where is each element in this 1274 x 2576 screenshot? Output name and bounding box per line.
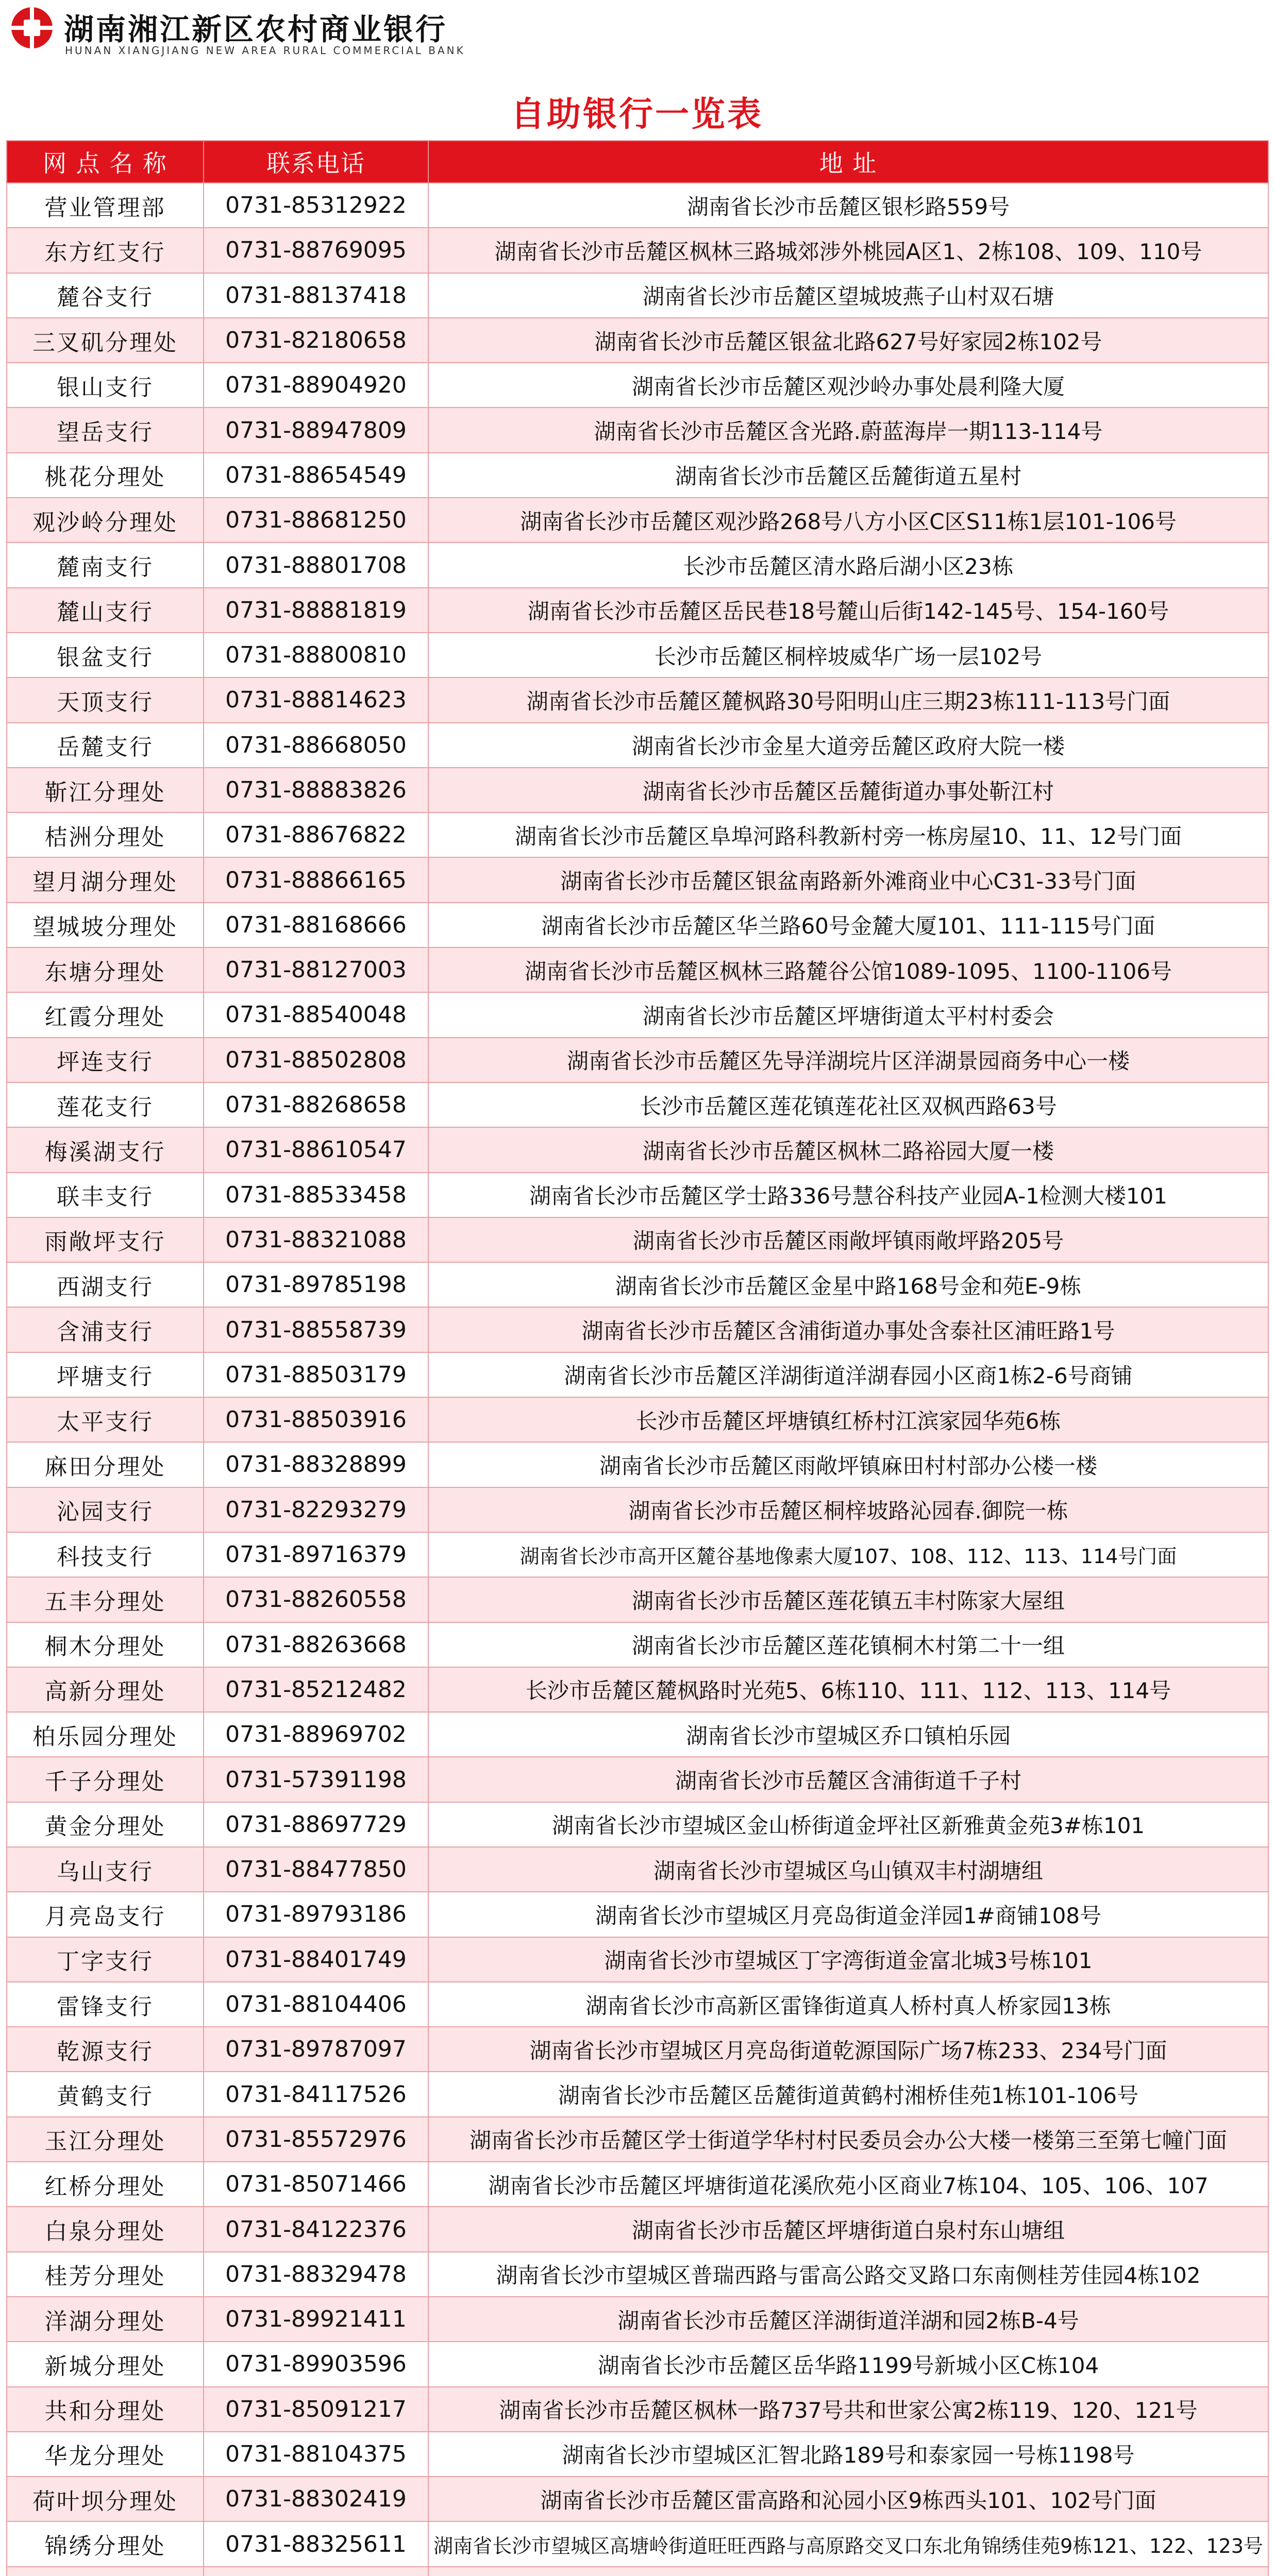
address-cell: 湖南省长沙市岳麓区先导洋湖垸片区洋湖景园商务中心一楼 — [428, 1038, 1268, 1082]
table-row — [7, 2117, 1268, 2162]
header — [0, 0, 1274, 82]
address-cell: 湖南省长沙市岳麓区岳华路1199号新城小区C栋104 — [428, 2342, 1268, 2386]
branch-name-cell: 麓谷支行 — [7, 273, 204, 318]
table-row — [7, 768, 1268, 812]
branch-name-cell: 共和分理处 — [7, 2387, 204, 2432]
address-cell: 湖南省长沙市岳麓区岳麓街道黄鹤村湘桥佳苑1栋101-106号 — [428, 2072, 1268, 2116]
address-cell: 湖南省长沙市岳麓区望城坡燕子山村双石塘 — [428, 273, 1268, 318]
phone-cell: 0731-88881819 — [204, 588, 428, 633]
branch-name-cell: 岳麓支行 — [7, 723, 204, 768]
phone-cell: 0731-88104375 — [204, 2432, 428, 2477]
atm-branch-table — [6, 140, 1269, 2576]
phone-cell: 0731-88137418 — [204, 273, 428, 318]
table-row — [7, 543, 1268, 587]
table-row — [7, 1127, 1268, 1172]
address-cell: 湖南省长沙市岳麓区岳民巷18号麓山后街142-145号、154-160号 — [428, 588, 1268, 633]
table-row — [7, 1082, 1268, 1127]
phone-cell: 0731-88329478 — [204, 2252, 428, 2297]
address-cell: 湖南省长沙市岳麓区观沙岭办事处晨利隆大厦 — [428, 363, 1268, 408]
branch-name-cell: 黄鹤支行 — [7, 2072, 204, 2116]
table-row — [7, 2387, 1268, 2432]
table-row — [7, 1532, 1268, 1577]
phone-cell: 0731-88814623 — [204, 677, 428, 722]
branch-name-cell: 银盆支行 — [7, 633, 204, 677]
phone-cell: 0731-88904920 — [204, 363, 428, 408]
phone-cell: 0731-88268658 — [204, 1082, 428, 1127]
branch-name-cell: 科技支行 — [7, 1532, 204, 1577]
phone-cell: 0731-84117526 — [204, 2072, 428, 2116]
branch-name-cell: 营业管理部 — [7, 183, 204, 228]
branch-name-cell: 黄金分理处 — [7, 1802, 204, 1847]
address-cell: 湖南省长沙市岳麓区岳麓街道五星村 — [428, 453, 1268, 498]
address-cell: 湖南省长沙市高开区麓谷基地像素大厦107、108、112、113、114号门面 — [428, 1532, 1268, 1577]
phone-cell: 0731-88654549 — [204, 453, 428, 498]
branch-name-cell: 五丰分理处 — [7, 1577, 204, 1622]
branch-name-cell: 联丰支行 — [7, 1173, 204, 1217]
table-row — [7, 2207, 1268, 2251]
phone-cell: 0731-88769095 — [204, 228, 428, 273]
branch-name-cell: 雷锋支行 — [7, 1982, 204, 2027]
table-row — [7, 1802, 1268, 1847]
address-cell: 湖南省长沙市岳麓区银盆南路新外滩商业中心C31-33号门面 — [428, 857, 1268, 902]
branch-name-cell — [7, 2567, 204, 2576]
table-row — [7, 1982, 1268, 2027]
column-header-phone: 联系电话 — [204, 141, 428, 183]
phone-cell: 0731-88676822 — [204, 812, 428, 857]
address-cell: 湖南省长沙市岳麓区雨敞坪镇雨敞坪路205号 — [428, 1217, 1268, 1262]
branch-name-cell: 千子分理处 — [7, 1757, 204, 1802]
phone-cell: 0731-88321088 — [204, 1217, 428, 1262]
phone-cell: 0731-88533458 — [204, 1173, 428, 1217]
bank-name-english: HUNAN XIANGJIANG NEW AREA RURAL COMMERCIAL BANK — [65, 44, 465, 57]
table-row — [7, 1397, 1268, 1442]
table-row — [7, 1442, 1268, 1487]
branch-name-cell: 银山支行 — [7, 363, 204, 408]
branch-name-cell: 麻田分理处 — [7, 1442, 204, 1487]
column-header-address: 地 址 — [428, 141, 1268, 183]
branch-name-cell: 含浦支行 — [7, 1307, 204, 1352]
table-row — [7, 228, 1268, 273]
branch-name-cell: 桐木分理处 — [7, 1622, 204, 1667]
phone-cell: 0731-88260558 — [204, 1577, 428, 1622]
table-row — [7, 1712, 1268, 1757]
address-cell: 湖南省长沙市岳麓区枫林一路737号共和世家公寓2栋119、120、121号 — [428, 2387, 1268, 2432]
phone-cell: 0731-57391198 — [204, 1757, 428, 1802]
branch-name-cell: 红桥分理处 — [7, 2162, 204, 2207]
table-row — [7, 498, 1268, 543]
phone-cell: 0731-89785198 — [204, 1262, 428, 1307]
phone-cell: 0731-88328899 — [204, 1442, 428, 1487]
address-cell: 湖南省长沙市岳麓区含浦街道办事处含泰社区浦旺路1号 — [428, 1307, 1268, 1352]
address-cell: 湖南省长沙市岳麓区阜埠河路科教新村旁一栋房屋10、11、12号门面 — [428, 812, 1268, 857]
branch-name-cell: 太平支行 — [7, 1397, 204, 1442]
phone-cell: 0731-82180658 — [204, 318, 428, 363]
table-row — [7, 2477, 1268, 2521]
table-row — [7, 1667, 1268, 1712]
branch-name-cell: 丁字支行 — [7, 1937, 204, 1982]
branch-name-cell: 月亮岛支行 — [7, 1892, 204, 1937]
address-cell: 湖南省长沙市岳麓区学士街道学华村村民委员会办公大楼一楼第三至第七幢门面 — [428, 2117, 1268, 2162]
page-title: 自助银行一览表 — [511, 94, 763, 134]
address-cell: 湖南省长沙市望城区高塘岭街道旺旺西路与高原路交叉口东北角锦绣佳苑9栋121、122、123号 — [428, 2521, 1268, 2566]
table-row — [7, 723, 1268, 768]
branch-name-cell: 高新分理处 — [7, 1667, 204, 1712]
branch-name-cell: 桂芳分理处 — [7, 2252, 204, 2297]
table-row — [7, 992, 1268, 1037]
branch-name-cell: 观沙岭分理处 — [7, 498, 204, 543]
address-cell: 长沙市岳麓区坪塘镇红桥村江滨家园华苑6栋 — [428, 1397, 1268, 1442]
table-row — [7, 1937, 1268, 1982]
table-row — [7, 633, 1268, 677]
phone-cell: 0731-88127003 — [204, 947, 428, 992]
phone-cell: 0731-85312922 — [204, 183, 428, 228]
address-cell: 湖南省长沙市望城区普瑞西路与雷高公路交叉路口东南侧桂芳佳园4栋102 — [428, 2252, 1268, 2297]
branch-name-cell: 莲花支行 — [7, 1082, 204, 1127]
table-row — [7, 1847, 1268, 1892]
branch-name-cell: 梅溪湖支行 — [7, 1127, 204, 1172]
phone-cell: 0731-88610547 — [204, 1127, 428, 1172]
branch-name-cell: 坪塘支行 — [7, 1352, 204, 1397]
table-row — [7, 588, 1268, 633]
phone-cell: 0731-88800810 — [204, 633, 428, 677]
phone-cell: 0731-88325611 — [204, 2521, 428, 2566]
table-row — [7, 2297, 1268, 2342]
branch-name-cell: 坪连支行 — [7, 1038, 204, 1082]
phone-cell: 0731-89793186 — [204, 1892, 428, 1937]
address-cell: 长沙市岳麓区桐梓坡威华广场一层102号 — [428, 633, 1268, 677]
table-row — [7, 2072, 1268, 2116]
address-cell: 湖南省长沙市望城区乌山镇双丰村湖塘组 — [428, 1847, 1268, 1892]
table-row — [7, 318, 1268, 363]
table-row — [7, 1173, 1268, 1217]
branch-name-cell: 天顶支行 — [7, 677, 204, 722]
address-cell: 湖南省长沙市岳麓区枫林三路麓谷公馆1089-1095、1100-1106号 — [428, 947, 1268, 992]
phone-cell: 0731-88866165 — [204, 857, 428, 902]
branch-name-cell: 新城分理处 — [7, 2342, 204, 2386]
table-row — [7, 1577, 1268, 1622]
phone-cell: 0731-89787097 — [204, 2027, 428, 2072]
branch-name-cell: 靳江分理处 — [7, 768, 204, 812]
branch-name-cell: 洋湖分理处 — [7, 2297, 204, 2342]
table-row — [7, 453, 1268, 498]
address-cell — [428, 2567, 1268, 2576]
phone-cell: 0731-88558739 — [204, 1307, 428, 1352]
phone-cell: 0731-89716379 — [204, 1532, 428, 1577]
address-cell: 湖南省长沙市岳麓区金星中路168号金和苑E-9栋 — [428, 1262, 1268, 1307]
branch-name-cell: 东塘分理处 — [7, 947, 204, 992]
table-row — [7, 1757, 1268, 1802]
address-cell: 湖南省长沙市金星大道旁岳麓区政府大院一楼 — [428, 723, 1268, 768]
table-row — [7, 1307, 1268, 1352]
table-row — [7, 408, 1268, 452]
address-cell: 湖南省长沙市岳麓区莲花镇五丰村陈家大屋组 — [428, 1577, 1268, 1622]
address-cell: 湖南省长沙市高新区雷锋街道真人桥村真人桥家园13栋 — [428, 1982, 1268, 2027]
branch-name-cell: 望月湖分理处 — [7, 857, 204, 902]
address-cell: 湖南省长沙市望城区汇智北路189号和泰家园一号栋1198号 — [428, 2432, 1268, 2477]
table-row — [7, 273, 1268, 318]
table-row — [7, 947, 1268, 992]
phone-cell: 0731-84122376 — [204, 2207, 428, 2251]
branch-name-cell: 麓山支行 — [7, 588, 204, 633]
phone-cell — [204, 2567, 428, 2576]
table-row — [7, 1217, 1268, 1262]
address-cell: 湖南省长沙市岳麓区枫林三路城郊涉外桃园A区1、2栋108、109、110号 — [428, 228, 1268, 273]
phone-cell: 0731-88681250 — [204, 498, 428, 543]
address-cell: 湖南省长沙市岳麓区洋湖街道洋湖和园2栋B-4号 — [428, 2297, 1268, 2342]
table-row — [7, 1262, 1268, 1307]
phone-cell: 0731-88883826 — [204, 768, 428, 812]
address-cell: 湖南省长沙市岳麓区雷高路和沁园小区9栋西头101、102号门面 — [428, 2477, 1268, 2521]
branch-name-cell: 荷叶坝分理处 — [7, 2477, 204, 2521]
phone-cell: 0731-88503179 — [204, 1352, 428, 1397]
table-row — [7, 903, 1268, 947]
phone-cell: 0731-85212482 — [204, 1667, 428, 1712]
address-cell: 湖南省长沙市望城区月亮岛街道金洋园1#商铺108号 — [428, 1892, 1268, 1937]
address-cell: 湖南省长沙市岳麓区莲花镇桐木村第二十一组 — [428, 1622, 1268, 1667]
branch-name-cell: 西湖支行 — [7, 1262, 204, 1307]
table-row — [7, 2567, 1268, 2576]
branch-name-cell: 雨敞坪支行 — [7, 1217, 204, 1262]
branch-name-cell: 沁园支行 — [7, 1487, 204, 1532]
branch-name-cell: 玉江分理处 — [7, 2117, 204, 2162]
table-header-row — [7, 141, 1268, 183]
table-row — [7, 2432, 1268, 2477]
phone-cell: 0731-88697729 — [204, 1802, 428, 1847]
address-cell: 湖南省长沙市岳麓区桐梓坡路沁园春.御院一栋 — [428, 1487, 1268, 1532]
address-cell: 湖南省长沙市岳麓区坪塘街道白泉村东山塘组 — [428, 2207, 1268, 2251]
address-cell: 长沙市岳麓区麓枫路时光苑5、6栋110、111、112、113、114号 — [428, 1667, 1268, 1712]
address-cell: 湖南省长沙市望城区乔口镇柏乐园 — [428, 1712, 1268, 1757]
phone-cell: 0731-88168666 — [204, 903, 428, 947]
phone-cell: 0731-88969702 — [204, 1712, 428, 1757]
phone-cell: 0731-85572976 — [204, 2117, 428, 2162]
phone-cell: 0731-88302419 — [204, 2477, 428, 2521]
address-cell: 湖南省长沙市岳麓区华兰路60号金麓大厦101、111-115号门面 — [428, 903, 1268, 947]
phone-cell: 0731-89903596 — [204, 2342, 428, 2386]
table-row — [7, 2027, 1268, 2072]
address-cell: 湖南省长沙市岳麓区麓枫路30号阳明山庄三期23栋111-113号门面 — [428, 677, 1268, 722]
table-row — [7, 2521, 1268, 2566]
branch-name-cell: 乌山支行 — [7, 1847, 204, 1892]
table-row — [7, 857, 1268, 902]
branch-name-cell: 望岳支行 — [7, 408, 204, 452]
address-cell: 湖南省长沙市岳麓区银杉路559号 — [428, 183, 1268, 228]
phone-cell: 0731-88668050 — [204, 723, 428, 768]
address-cell: 湖南省长沙市岳麓区洋湖街道洋湖春园小区商1栋2-6号商铺 — [428, 1352, 1268, 1397]
table-row — [7, 2162, 1268, 2207]
branch-name-cell: 东方红支行 — [7, 228, 204, 273]
phone-cell: 0731-82293279 — [204, 1487, 428, 1532]
table-row — [7, 2252, 1268, 2297]
branch-name-cell: 柏乐园分理处 — [7, 1712, 204, 1757]
phone-cell: 0731-88947809 — [204, 408, 428, 452]
table-row — [7, 363, 1268, 408]
address-cell: 湖南省长沙市岳麓区观沙路268号八方小区C区S11栋1层101-106号 — [428, 498, 1268, 543]
address-cell: 湖南省长沙市岳麓区枫林二路裕园大厦一楼 — [428, 1127, 1268, 1172]
phone-cell: 0731-88263668 — [204, 1622, 428, 1667]
phone-cell: 0731-88104406 — [204, 1982, 428, 2027]
phone-cell: 0731-85071466 — [204, 2162, 428, 2207]
phone-cell: 0731-88503916 — [204, 1397, 428, 1442]
address-cell: 湖南省长沙市岳麓区雨敞坪镇麻田村村部办公楼一楼 — [428, 1442, 1268, 1487]
branch-name-cell: 桔洲分理处 — [7, 812, 204, 857]
address-cell: 湖南省长沙市岳麓区坪塘街道花溪欣苑小区商业7栋104、105、106、107 — [428, 2162, 1268, 2207]
address-cell: 长沙市岳麓区莲花镇莲花社区双枫西路63号 — [428, 1082, 1268, 1127]
branch-name-cell: 锦绣分理处 — [7, 2521, 204, 2566]
table-row — [7, 2342, 1268, 2386]
phone-cell: 0731-88502808 — [204, 1038, 428, 1082]
branch-name-cell: 白泉分理处 — [7, 2207, 204, 2251]
table-row — [7, 183, 1268, 228]
address-cell: 湖南省长沙市岳麓区岳麓街道办事处靳江村 — [428, 768, 1268, 812]
table-row — [7, 1487, 1268, 1532]
phone-cell: 0731-88540048 — [204, 992, 428, 1037]
branch-name-cell: 麓南支行 — [7, 543, 204, 587]
address-cell: 湖南省长沙市岳麓区银盆北路627号好家园2栋102号 — [428, 318, 1268, 363]
phone-cell: 0731-89921411 — [204, 2297, 428, 2342]
address-cell: 湖南省长沙市岳麓区含浦街道千子村 — [428, 1757, 1268, 1802]
branch-name-cell: 红霞分理处 — [7, 992, 204, 1037]
branch-name-cell: 华龙分理处 — [7, 2432, 204, 2477]
address-cell: 长沙市岳麓区清水路后湖小区23栋 — [428, 543, 1268, 587]
address-cell: 湖南省长沙市望城区丁字湾街道金富北城3号栋101 — [428, 1937, 1268, 1982]
table-row — [7, 1352, 1268, 1397]
address-cell: 湖南省长沙市岳麓区坪塘街道太平村村委会 — [428, 992, 1268, 1037]
branch-name-cell: 乾源支行 — [7, 2027, 204, 2072]
phone-cell: 0731-88477850 — [204, 1847, 428, 1892]
table-row — [7, 812, 1268, 857]
branch-name-cell: 三叉矶分理处 — [7, 318, 204, 363]
address-cell: 湖南省长沙市望城区金山桥街道金坪社区新雅黄金苑3#栋101 — [428, 1802, 1268, 1847]
branch-name-cell: 望城坡分理处 — [7, 903, 204, 947]
bank-name: 湖南湘江新区农村商业银行 — [64, 12, 448, 47]
column-header-name: 网 点 名 称 — [7, 141, 204, 183]
phone-cell: 0731-85091217 — [204, 2387, 428, 2432]
bank-logo-icon — [11, 7, 53, 48]
table-row — [7, 1892, 1268, 1937]
address-cell: 湖南省长沙市岳麓区含光路.蔚蓝海岸一期113-114号 — [428, 408, 1268, 452]
branch-name-cell: 桃花分理处 — [7, 453, 204, 498]
table-row — [7, 1622, 1268, 1667]
phone-cell: 0731-88801708 — [204, 543, 428, 587]
phone-cell: 0731-88401749 — [204, 1937, 428, 1982]
table-row — [7, 1038, 1268, 1082]
address-cell: 湖南省长沙市岳麓区学士路336号慧谷科技产业园A-1检测大楼101 — [428, 1173, 1268, 1217]
table-row — [7, 677, 1268, 722]
address-cell: 湖南省长沙市望城区月亮岛街道乾源国际广场7栋233、234号门面 — [428, 2027, 1268, 2072]
